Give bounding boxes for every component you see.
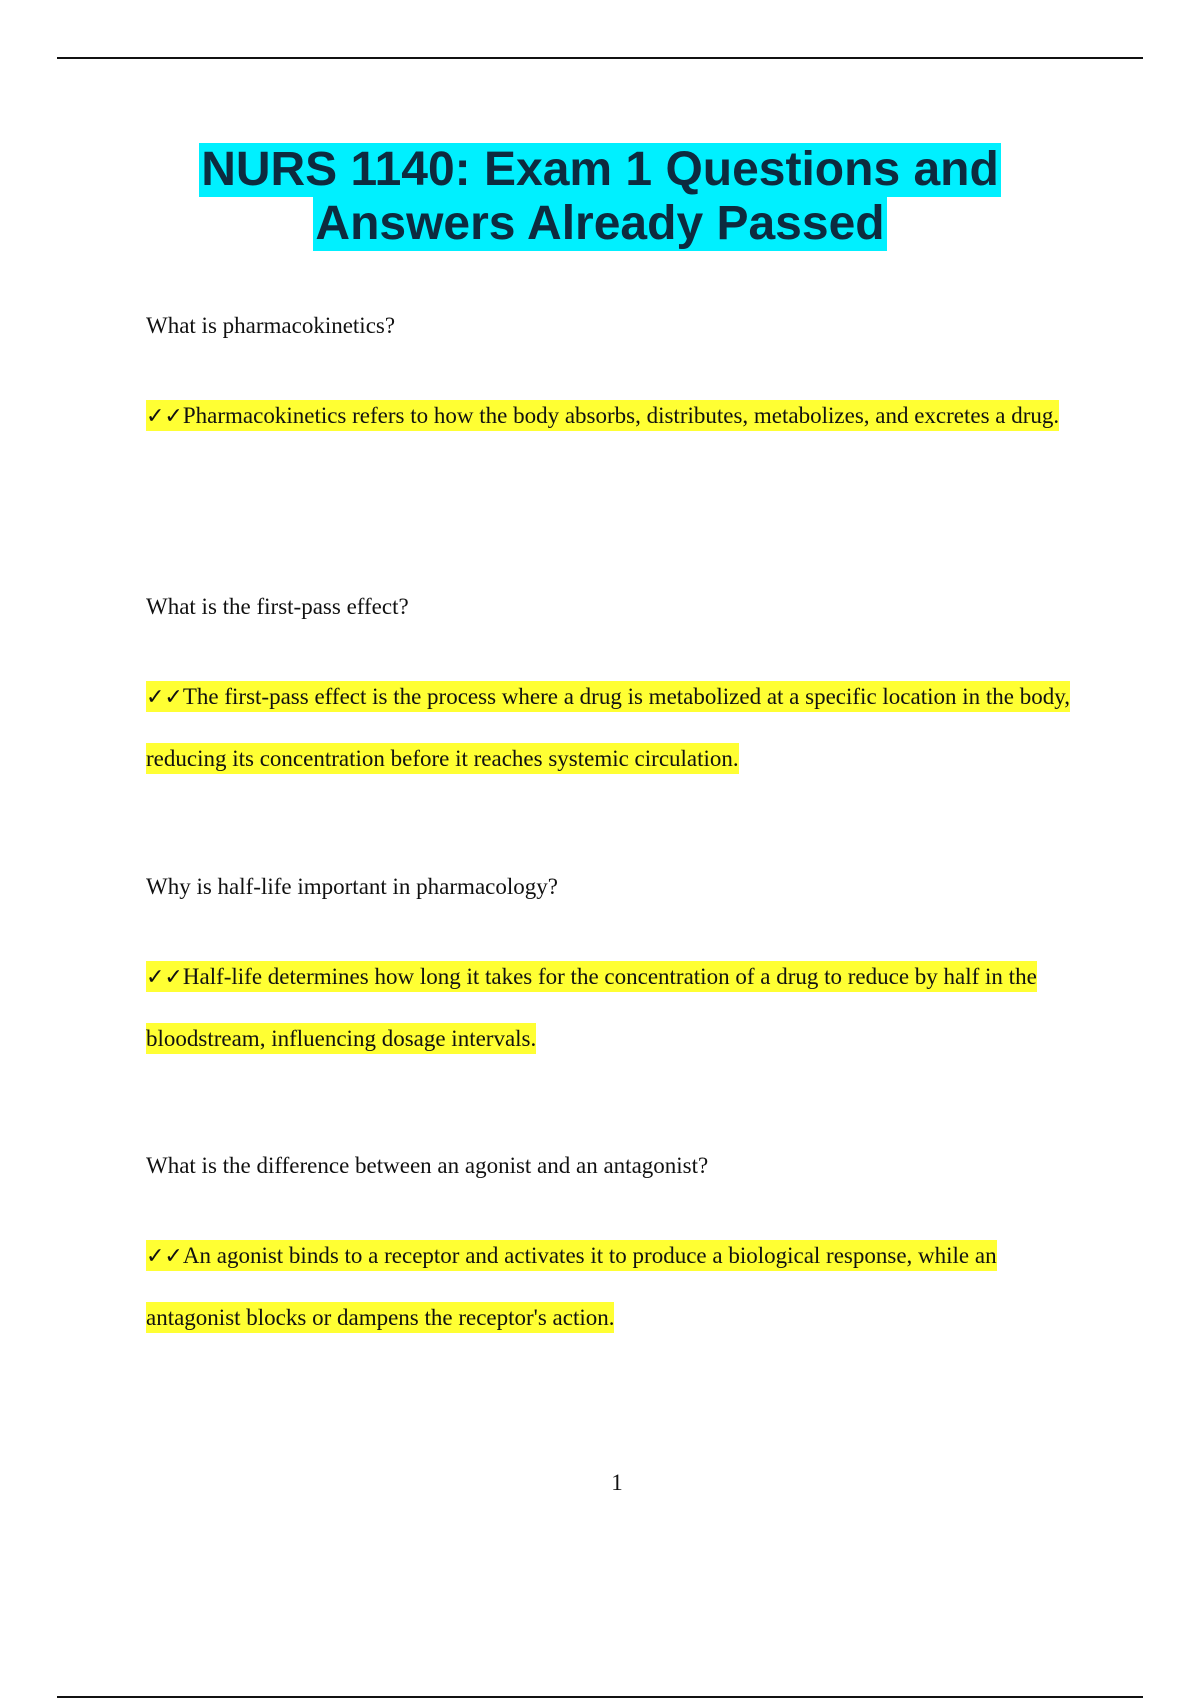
qa-item-3 — [146, 872, 1096, 1069]
answer-body: Pharmacokinetics refers to how the body absorbs, distributes, metabolizes, and excretes a drug. — [182, 403, 1060, 428]
question-text: What is the difference between an agonist and an antagonist? — [146, 1153, 709, 1178]
qa-item-2 — [146, 592, 1096, 789]
page-number: 1 — [611, 1470, 623, 1495]
answer-text — [146, 385, 1096, 447]
header-rule — [57, 57, 1143, 59]
double-check-icon: ✓✓ — [146, 685, 183, 710]
double-check-icon: ✓✓ — [146, 404, 183, 429]
answer-body: An agonist binds to a receptor and activates it to produce a biological response, while an antagonist blocks or dampens the receptor's action. — [146, 1243, 997, 1330]
double-check-icon: ✓✓ — [146, 965, 183, 990]
answer-text — [146, 666, 1096, 789]
qa-item-4 — [146, 1151, 1096, 1348]
question-text: What is pharmacokinetics? — [146, 313, 396, 338]
document-title — [0, 143, 1200, 251]
double-check-icon: ✓✓ — [146, 1244, 183, 1269]
question-text: What is the first-pass effect? — [146, 594, 409, 619]
footer-rule — [57, 1696, 1143, 1698]
question-text: Why is half-life important in pharmacology? — [146, 874, 558, 899]
answer-body: Half-life determines how long it takes for the concentration of a drug to reduce by half in the bloodstream, influencing dosage intervals. — [146, 964, 1037, 1051]
answer-text — [146, 1225, 1096, 1348]
title-line-2: Answers Already Passed — [315, 197, 885, 250]
answer-text — [146, 946, 1096, 1069]
answer-body: The first-pass effect is the process where a drug is metabolized at a specific location in the body, reducing its concentration before it reaches systemic circulation. — [146, 684, 1070, 771]
title-line-1: NURS 1140: Exam 1 Questions and — [201, 143, 999, 196]
qa-item-1 — [146, 311, 1096, 447]
